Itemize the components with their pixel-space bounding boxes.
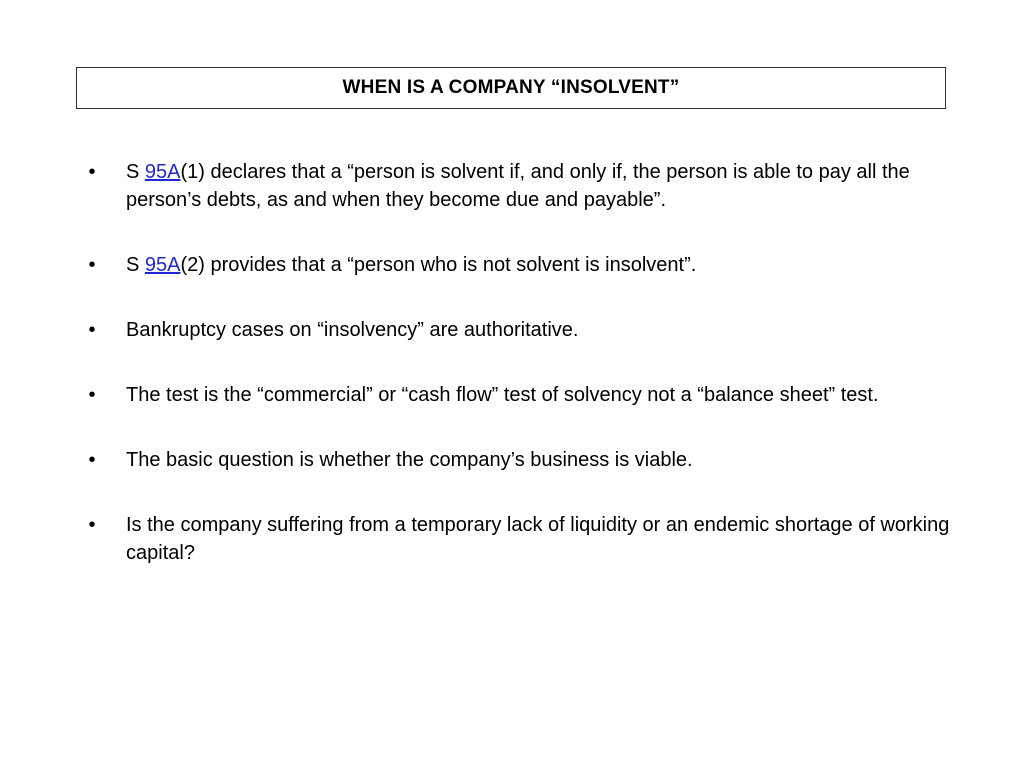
bullet-text: The test is the “commercial” or “cash flow” test of solvency not a “balance sheet” test.	[126, 384, 879, 406]
bullet-icon: •	[88, 514, 96, 536]
bullet-icon: •	[88, 449, 96, 471]
bullet-text: The basic question is whether the company’s business is viable.	[126, 449, 693, 471]
bullet-icon: •	[88, 161, 96, 183]
bullet-item	[86, 446, 956, 474]
bullet-icon: •	[88, 319, 96, 341]
bullet-list	[86, 158, 956, 604]
bullet-prefix: S	[126, 161, 145, 183]
title-box	[76, 67, 946, 109]
bullet-text: Is the company suffering from a temporary lack of liquidity or an endemic shortage of working capital?	[126, 514, 950, 564]
bullet-item	[86, 511, 956, 567]
section-95a-link[interactable]: 95A	[144, 161, 181, 183]
bullet-item	[86, 158, 956, 214]
bullet-prefix: S	[126, 254, 145, 276]
section-95a-link[interactable]: 95A	[144, 254, 181, 276]
bullet-text: (2) provides that a “person who is not solvent is insolvent”.	[180, 254, 697, 276]
bullet-text: Bankruptcy cases on “insolvency” are authoritative.	[126, 319, 579, 341]
bullet-item	[86, 251, 956, 279]
slide-title: WHEN IS A COMPANY “INSOLVENT”	[342, 77, 680, 98]
bullet-text: (1) declares that a “person is solvent if, and only if, the person is able to pay all the person’s debts, as and when they become due and payable”.	[126, 161, 910, 211]
bullet-icon: •	[88, 254, 96, 276]
bullet-icon: •	[88, 384, 96, 406]
bullet-item	[86, 381, 956, 409]
bullet-item	[86, 316, 956, 344]
